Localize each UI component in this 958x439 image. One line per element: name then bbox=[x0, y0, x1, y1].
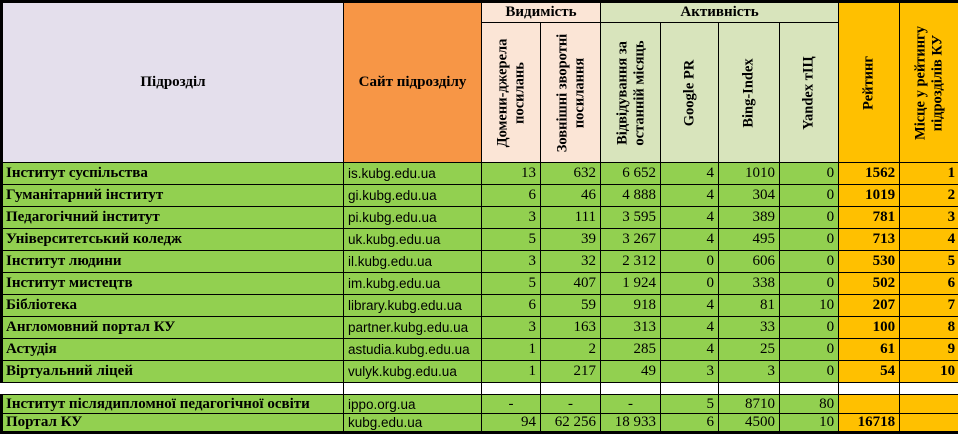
value-cell: 0 bbox=[780, 273, 839, 295]
value-cell: 3 bbox=[482, 317, 541, 339]
value-cell: 94 bbox=[482, 414, 541, 433]
value-cell: 0 bbox=[780, 339, 839, 361]
rating-cell: 207 bbox=[839, 295, 900, 317]
site-cell: partner.kubg.edu.ua bbox=[344, 317, 482, 339]
table-row bbox=[2, 251, 958, 273]
table-row bbox=[2, 339, 958, 361]
value-cell: 18 933 bbox=[601, 414, 661, 433]
value-cell: - bbox=[541, 395, 601, 414]
table-row bbox=[2, 273, 958, 295]
unit-cell: Англомовний портал КУ bbox=[2, 317, 344, 339]
value-cell: 4 bbox=[661, 317, 719, 339]
site-cell: im.kubg.edu.ua bbox=[344, 273, 482, 295]
place-cell: 2 bbox=[900, 185, 958, 207]
value-cell: 389 bbox=[719, 207, 780, 229]
value-cell: 3 267 bbox=[601, 229, 661, 251]
site-cell: pi.kubg.edu.ua bbox=[344, 207, 482, 229]
value-cell: 6 bbox=[482, 295, 541, 317]
unit-cell: Гуманітарний інститут bbox=[2, 185, 344, 207]
value-cell: - bbox=[601, 395, 661, 414]
unit-cell: Бібліотека bbox=[2, 295, 344, 317]
value-cell: 0 bbox=[780, 185, 839, 207]
spacer-row bbox=[2, 383, 958, 395]
spacer-cell bbox=[780, 383, 839, 395]
group-header-visibility-label: Видимість bbox=[505, 4, 577, 20]
rating-cell: 100 bbox=[839, 317, 900, 339]
value-cell: 59 bbox=[541, 295, 601, 317]
value-cell: 1010 bbox=[719, 163, 780, 185]
value-cell: 313 bbox=[601, 317, 661, 339]
value-cell: 0 bbox=[780, 361, 839, 383]
place-cell: 9 bbox=[900, 339, 958, 361]
value-cell: 1 924 bbox=[601, 273, 661, 295]
place-cell: 1 bbox=[900, 163, 958, 185]
rating-cell: 54 bbox=[839, 361, 900, 383]
rating-cell: 713 bbox=[839, 229, 900, 251]
site-cell: uk.kubg.edu.ua bbox=[344, 229, 482, 251]
place-cell: 5 bbox=[900, 251, 958, 273]
value-cell: 4 bbox=[661, 229, 719, 251]
site-cell: vulyk.kubg.edu.ua bbox=[344, 361, 482, 383]
column-header-rating-label: Рейтинг bbox=[860, 55, 877, 110]
value-cell: 0 bbox=[780, 251, 839, 273]
table-row bbox=[2, 395, 958, 414]
column-header-site-label: Сайт підрозділу bbox=[358, 74, 467, 90]
value-cell: 918 bbox=[601, 295, 661, 317]
value-cell: 2 312 bbox=[601, 251, 661, 273]
group-header-activity bbox=[601, 2, 839, 23]
value-cell: 632 bbox=[541, 163, 601, 185]
value-cell: 606 bbox=[719, 251, 780, 273]
value-cell: 49 bbox=[601, 361, 661, 383]
value-cell: 0 bbox=[780, 317, 839, 339]
value-cell: 10 bbox=[780, 295, 839, 317]
value-cell: 6 bbox=[661, 414, 719, 433]
spacer-cell bbox=[482, 383, 541, 395]
bing-index-wrap bbox=[719, 23, 779, 162]
spacer-cell bbox=[344, 383, 482, 395]
value-cell: 4 bbox=[661, 207, 719, 229]
value-cell: 0 bbox=[780, 229, 839, 251]
column-header-google-pr bbox=[661, 23, 719, 163]
unit-cell: Інститут людини bbox=[2, 251, 344, 273]
site-cell: library.kubg.edu.ua bbox=[344, 295, 482, 317]
rating-cell bbox=[839, 395, 900, 414]
value-cell: 5 bbox=[661, 395, 719, 414]
unit-cell: Педагогічний інститут bbox=[2, 207, 344, 229]
table-row bbox=[2, 207, 958, 229]
value-cell: 4 bbox=[661, 163, 719, 185]
site-cell: astudia.kubg.edu.ua bbox=[344, 339, 482, 361]
spacer-cell bbox=[2, 383, 344, 395]
column-header-bing-index bbox=[719, 23, 780, 163]
table-row bbox=[2, 185, 958, 207]
value-cell: 4 bbox=[661, 295, 719, 317]
group-header-visibility bbox=[482, 2, 601, 23]
value-cell: 81 bbox=[719, 295, 780, 317]
value-cell: 0 bbox=[661, 251, 719, 273]
rating-cell: 781 bbox=[839, 207, 900, 229]
site-cell: kubg.edu.ua bbox=[344, 414, 482, 433]
group-header-activity-label: Активність bbox=[680, 4, 759, 20]
rating-cell: 61 bbox=[839, 339, 900, 361]
column-header-ref-domains-label: Домени-джерела посилань bbox=[494, 38, 527, 147]
rating-cell: 530 bbox=[839, 251, 900, 273]
value-cell: - bbox=[482, 395, 541, 414]
value-cell: 4 888 bbox=[601, 185, 661, 207]
column-header-unit bbox=[2, 2, 344, 163]
place-cell: 6 bbox=[900, 273, 958, 295]
rating-cell: 1562 bbox=[839, 163, 900, 185]
table-row bbox=[2, 414, 958, 433]
column-header-google-pr-label: Google PR bbox=[681, 59, 698, 126]
rating-cell: 502 bbox=[839, 273, 900, 295]
value-cell: 8710 bbox=[719, 395, 780, 414]
column-header-bing-index-label: Bing-Index bbox=[740, 57, 757, 128]
value-cell: 6 bbox=[482, 185, 541, 207]
value-cell: 3 bbox=[719, 361, 780, 383]
value-cell: 217 bbox=[541, 361, 601, 383]
value-cell: 407 bbox=[541, 273, 601, 295]
spacer-cell bbox=[719, 383, 780, 395]
unit-cell: Університетський коледж bbox=[2, 229, 344, 251]
value-cell: 4 bbox=[661, 339, 719, 361]
spacer-cell bbox=[900, 383, 958, 395]
place-cell bbox=[900, 414, 958, 433]
value-cell: 1 bbox=[482, 361, 541, 383]
place-cell: 4 bbox=[900, 229, 958, 251]
table-row bbox=[2, 163, 958, 185]
value-cell: 3 bbox=[661, 361, 719, 383]
place-cell bbox=[900, 395, 958, 414]
value-cell: 39 bbox=[541, 229, 601, 251]
ref-domains-wrap bbox=[482, 23, 540, 162]
value-cell: 4500 bbox=[719, 414, 780, 433]
value-cell: 495 bbox=[719, 229, 780, 251]
site-cell: gi.kubg.edu.ua bbox=[344, 185, 482, 207]
place-cell: 10 bbox=[900, 361, 958, 383]
google-pr-wrap bbox=[661, 23, 718, 162]
column-header-place bbox=[900, 2, 958, 163]
table-body bbox=[2, 163, 958, 433]
unit-cell: Інститут суспільства bbox=[2, 163, 344, 185]
value-cell: 304 bbox=[719, 185, 780, 207]
column-header-yandex-tic bbox=[780, 23, 839, 163]
value-cell: 5 bbox=[482, 273, 541, 295]
rating-header-wrap bbox=[839, 13, 899, 152]
column-header-yandex-tic-label: Yandex тІЦ bbox=[800, 55, 817, 130]
value-cell: 338 bbox=[719, 273, 780, 295]
table-row bbox=[2, 317, 958, 339]
value-cell: 3 bbox=[482, 251, 541, 273]
value-cell: 111 bbox=[541, 207, 601, 229]
value-cell: 1 bbox=[482, 339, 541, 361]
unit-cell: Інститут мистецтв bbox=[2, 273, 344, 295]
value-cell: 4 bbox=[661, 185, 719, 207]
rating-cell: 1019 bbox=[839, 185, 900, 207]
value-cell: 163 bbox=[541, 317, 601, 339]
place-cell: 8 bbox=[900, 317, 958, 339]
column-header-backlinks-label: Зовнішні зворотні посилання bbox=[553, 33, 587, 152]
spacer-cell bbox=[661, 383, 719, 395]
column-header-site bbox=[344, 2, 482, 163]
value-cell: 3 595 bbox=[601, 207, 661, 229]
value-cell: 2 bbox=[541, 339, 601, 361]
place-cell: 3 bbox=[900, 207, 958, 229]
column-header-rating bbox=[839, 2, 900, 163]
value-cell: 0 bbox=[780, 163, 839, 185]
site-cell: is.kubg.edu.ua bbox=[344, 163, 482, 185]
value-cell: 10 bbox=[780, 414, 839, 433]
value-cell: 0 bbox=[661, 273, 719, 295]
column-header-visits-label: Відвідування за останній місяць bbox=[613, 39, 647, 146]
value-cell: 80 bbox=[780, 395, 839, 414]
header-group-row bbox=[2, 2, 958, 23]
value-cell: 46 bbox=[541, 185, 601, 207]
site-cell: il.kubg.edu.ua bbox=[344, 251, 482, 273]
table-row bbox=[2, 229, 958, 251]
spacer-cell bbox=[839, 383, 900, 395]
value-cell: 13 bbox=[482, 163, 541, 185]
column-header-visits bbox=[601, 23, 661, 163]
value-cell: 33 bbox=[719, 317, 780, 339]
spacer-cell bbox=[601, 383, 661, 395]
value-cell: 285 bbox=[601, 339, 661, 361]
value-cell: 32 bbox=[541, 251, 601, 273]
unit-cell: Віртуальний ліцей bbox=[2, 361, 344, 383]
table-row bbox=[2, 361, 958, 383]
yandex-tic-wrap bbox=[780, 23, 838, 162]
spacer-cell bbox=[541, 383, 601, 395]
site-cell: ippo.org.ua bbox=[344, 395, 482, 414]
column-header-ref-domains bbox=[482, 23, 541, 163]
table-row bbox=[2, 295, 958, 317]
place-header-wrap bbox=[900, 13, 958, 152]
value-cell: 0 bbox=[780, 207, 839, 229]
visits-wrap bbox=[601, 23, 660, 162]
unit-cell: Інститут післядипломної педагогічної освіти bbox=[2, 395, 344, 414]
column-header-unit-label: Підрозділ bbox=[140, 74, 206, 90]
backlinks-wrap bbox=[541, 23, 600, 162]
value-cell: 62 256 bbox=[541, 414, 601, 433]
value-cell: 3 bbox=[482, 207, 541, 229]
unit-cell: Портал КУ bbox=[2, 414, 344, 433]
column-header-backlinks bbox=[541, 23, 601, 163]
value-cell: 5 bbox=[482, 229, 541, 251]
value-cell: 25 bbox=[719, 339, 780, 361]
place-cell: 7 bbox=[900, 295, 958, 317]
rating-cell: 16718 bbox=[839, 414, 900, 433]
column-header-place-label: Місце у рейтингу підрозділів КУ bbox=[912, 25, 946, 140]
unit-cell: Астудія bbox=[2, 339, 344, 361]
value-cell: 6 652 bbox=[601, 163, 661, 185]
